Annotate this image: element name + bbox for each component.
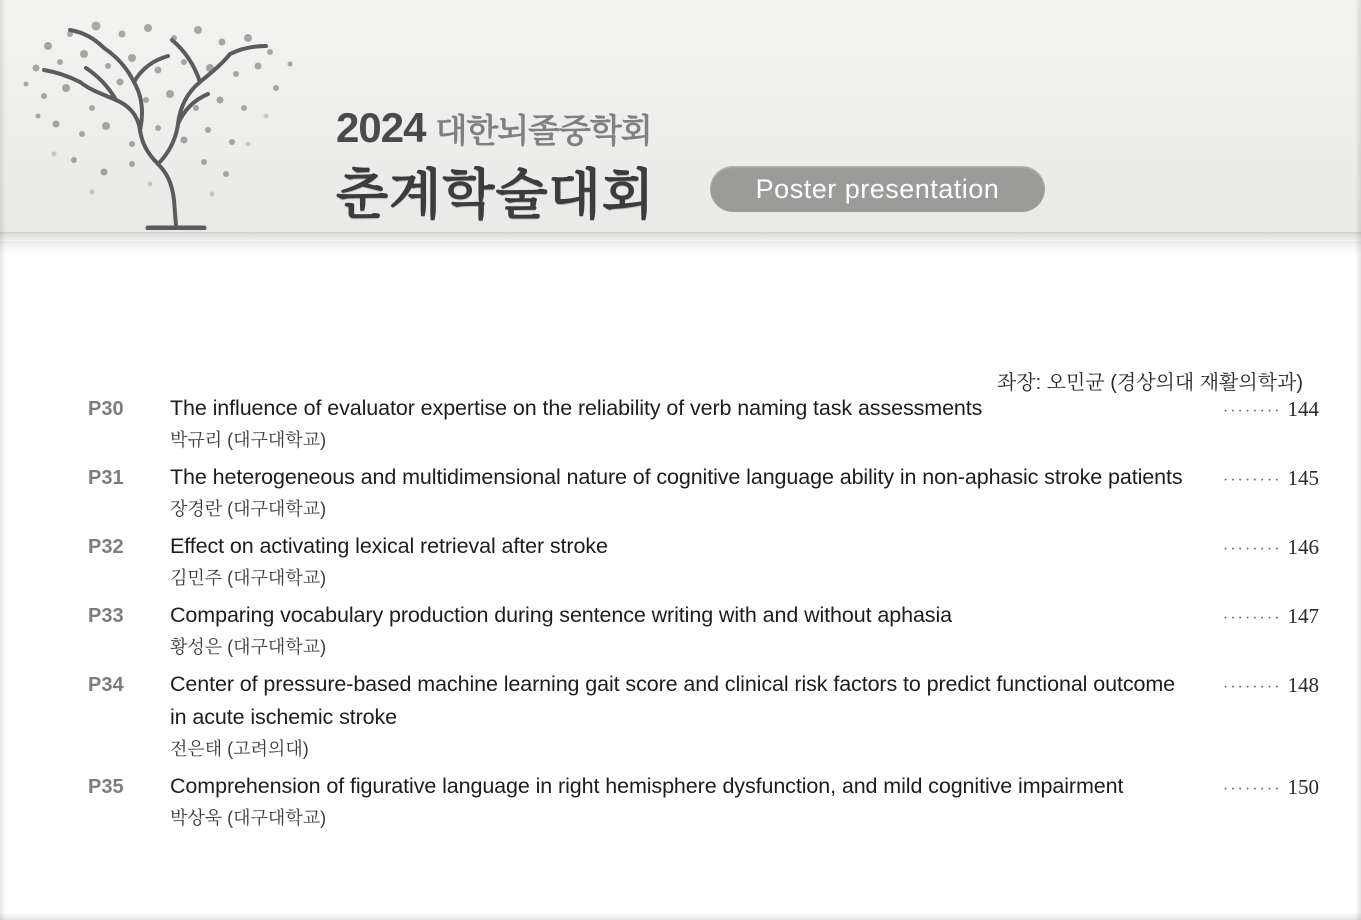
- list-item[interactable]: [0, 770, 1361, 833]
- poster-author: 장경란 (대구대학교): [170, 499, 327, 519]
- poster-title: The influence of evaluator expertise on the reliability of verb naming task assessments: [170, 396, 983, 420]
- leader-dots: ········: [1222, 403, 1282, 420]
- conference-name: 춘계학술대회: [336, 165, 655, 225]
- poster-author: 황성은 (대구대학교): [170, 637, 327, 657]
- page-reference: [1199, 668, 1319, 705]
- list-item[interactable]: [0, 668, 1361, 764]
- poster-code: P32: [88, 536, 124, 558]
- session-chair: 좌장: 오민균 (경상의대 재활의학과): [996, 372, 1303, 394]
- page-number: 148: [1287, 673, 1319, 697]
- poster-code: P30: [88, 398, 124, 420]
- poster-author: 김민주 (대구대학교): [170, 568, 327, 588]
- association-name: 대한뇌졸중학회: [435, 112, 652, 149]
- session-type-label: Poster presentation: [755, 174, 1000, 204]
- page-edge-right: [1355, 0, 1361, 920]
- poster-title: The heterogeneous and multidimensional nature of cognitive language ability in non-aphasic stroke patients: [170, 465, 1183, 489]
- poster-code: P31: [88, 467, 124, 489]
- leader-dots: ········: [1222, 679, 1282, 696]
- page-edge-left: [0, 0, 6, 920]
- page-reference: [1199, 599, 1319, 636]
- header-shadow: [0, 242, 1361, 254]
- poster-author: 박규리 (대구대학교): [170, 430, 327, 450]
- page-number: 150: [1287, 775, 1319, 799]
- page-header: [0, 0, 1361, 232]
- page-reference: [1199, 530, 1319, 567]
- leader-dots: ········: [1222, 541, 1282, 558]
- poster-code: P33: [88, 605, 124, 627]
- poster-program-list: [0, 392, 1361, 839]
- list-item[interactable]: [0, 461, 1361, 524]
- page-reference: [1199, 461, 1319, 498]
- page-edge-bottom: [0, 912, 1361, 920]
- page-reference: [1199, 392, 1319, 429]
- page-number: 146: [1287, 535, 1319, 559]
- leader-dots: ········: [1222, 472, 1282, 489]
- poster-code: P34: [88, 674, 124, 696]
- list-item[interactable]: [0, 392, 1361, 455]
- leader-dots: ········: [1222, 781, 1282, 798]
- poster-title: Center of pressure-based machine learning gait score and clinical risk factors to predict functional outcome in acute ischemic stroke: [170, 672, 1175, 729]
- page-number: 147: [1287, 604, 1319, 628]
- poster-title: Comparing vocabulary production during sentence writing with and without aphasia: [170, 603, 952, 627]
- poster-title: Effect on activating lexical retrieval after stroke: [170, 534, 608, 558]
- title-line-one: [336, 104, 652, 152]
- conference-year: 2024: [336, 104, 426, 151]
- poster-author: 전은태 (고려의대): [170, 739, 309, 759]
- page-number: 145: [1287, 466, 1319, 490]
- list-item[interactable]: [0, 530, 1361, 593]
- cherry-blossom-tree-icon: [8, 4, 328, 230]
- poster-title: Comprehension of figurative language in right hemisphere dysfunction, and mild cognitive impairment: [170, 774, 1124, 798]
- list-item[interactable]: [0, 599, 1361, 662]
- page-number: 144: [1287, 397, 1319, 421]
- page-reference: [1199, 770, 1319, 807]
- leader-dots: ········: [1222, 610, 1282, 627]
- poster-author: 박상욱 (대구대학교): [170, 808, 327, 828]
- session-type-badge: [710, 166, 1045, 212]
- poster-code: P35: [88, 776, 124, 798]
